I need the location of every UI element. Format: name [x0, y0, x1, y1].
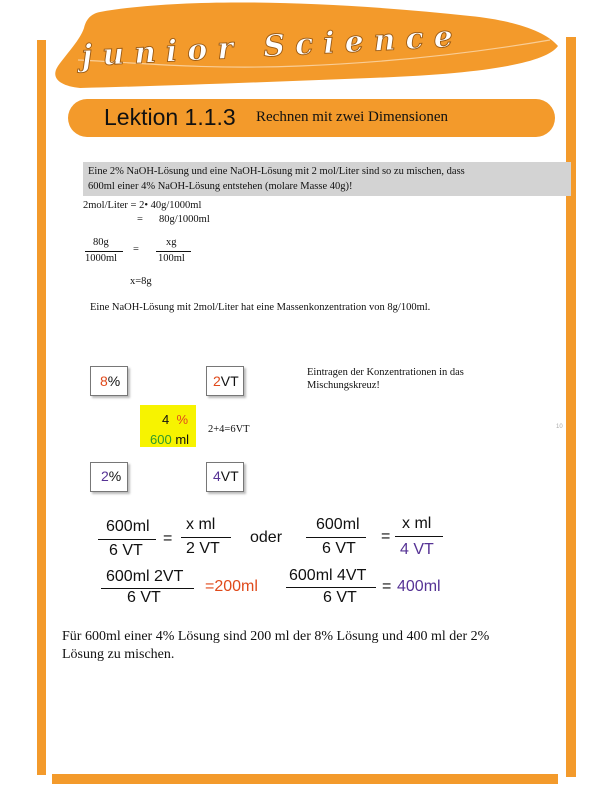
eq-f-denominator: 6 VT [323, 589, 357, 606]
eq-c-numerator: 600ml [316, 516, 360, 533]
junior-science-logo [40, 0, 570, 96]
eq-f-result: 400ml [397, 578, 441, 595]
left-frame-bar [37, 40, 46, 775]
eq-a-denominator: 6 VT [109, 542, 143, 559]
eq-b-denominator: 2 VT [186, 540, 220, 557]
eq-d-numerator: x ml [402, 515, 432, 532]
conclusion [62, 628, 562, 664]
cross-center-volume: 600 ml [150, 432, 190, 447]
logo-text: junior Science [80, 19, 464, 74]
cross-center-concentration: 4 % [162, 412, 189, 427]
eq-d-line [395, 536, 443, 537]
frac1-line [85, 251, 123, 252]
conclusion-line-1: Für 600ml einer 4% Lösung sind 200 ml der 8% Lösung und 400 ml der 2% [62, 629, 490, 644]
frac1-denominator: 1000ml [85, 253, 118, 264]
eq-b-line [181, 537, 231, 538]
task-line-2: 600ml einer 4% NaOH-Lösung entstehen (molare Masse 40g)! [88, 181, 353, 192]
frac2-numerator: xg [166, 237, 177, 248]
conclusion-line-2: Lösung zu mischen. [62, 647, 175, 662]
eq-c-line [306, 537, 366, 538]
bottom-frame-bar [52, 774, 558, 784]
frac-equals: = [133, 244, 139, 255]
eq-f-equals: = [382, 578, 392, 595]
cross-bottom-left-value: 2% [101, 468, 122, 484]
eq-d-denominator: 4 VT [400, 541, 434, 558]
eq-c-denominator: 6 VT [322, 540, 356, 557]
eq-a-numerator: 600ml [106, 518, 150, 535]
eq-c-equals: = [381, 528, 391, 545]
task-text [88, 164, 568, 194]
page-marker: 10 [556, 424, 563, 430]
calc-line-1: 2mol/Liter = 2• 40g/1000ml [83, 200, 202, 211]
lesson-number: Lektion 1.1.3 [104, 104, 236, 130]
calc-line-2-eq: = [137, 214, 143, 225]
eq-e-numerator: 600ml 2VT [106, 568, 184, 585]
calc-line-2: 80g/1000ml [159, 214, 210, 225]
cross-bottom-right-value: 4VT [213, 468, 239, 484]
right-frame-bar [566, 37, 576, 777]
eq-a-line [98, 539, 156, 540]
cross-note-line-1: Eintragen der Konzentrationen in das [307, 367, 464, 378]
calc-statement: Eine NaOH-Lösung mit 2mol/Liter hat eine Massenkonzentration von 8g/100ml. [90, 302, 431, 313]
oder-text: oder [250, 529, 283, 546]
cross-note-line-2: Mischungskreuz! [307, 380, 380, 391]
calc-result: x=8g [130, 276, 152, 287]
eq-e-result: =200ml [205, 578, 258, 595]
frac2-line [156, 251, 191, 252]
cross-sum: 2+4=6VT [208, 424, 250, 435]
eq-f-numerator: 600ml 4VT [289, 567, 367, 584]
frac2-denominator: 100ml [158, 253, 185, 264]
frac1-numerator: 80g [93, 237, 109, 248]
eq-b-numerator: x ml [186, 516, 216, 533]
cross-top-left-value: 8% [100, 373, 121, 389]
task-line-1: Eine 2% NaOH-Lösung und eine NaOH-Lösung mit 2 mol/Liter sind so zu mischen, dass [88, 166, 465, 177]
cross-top-right-value: 2VT [213, 373, 239, 389]
cross-note [307, 366, 464, 392]
lesson-name: Rechnen mit zwei Dimensionen [256, 109, 449, 125]
eq-e-denominator: 6 VT [127, 589, 161, 606]
eq-a-equals: = [163, 530, 173, 547]
